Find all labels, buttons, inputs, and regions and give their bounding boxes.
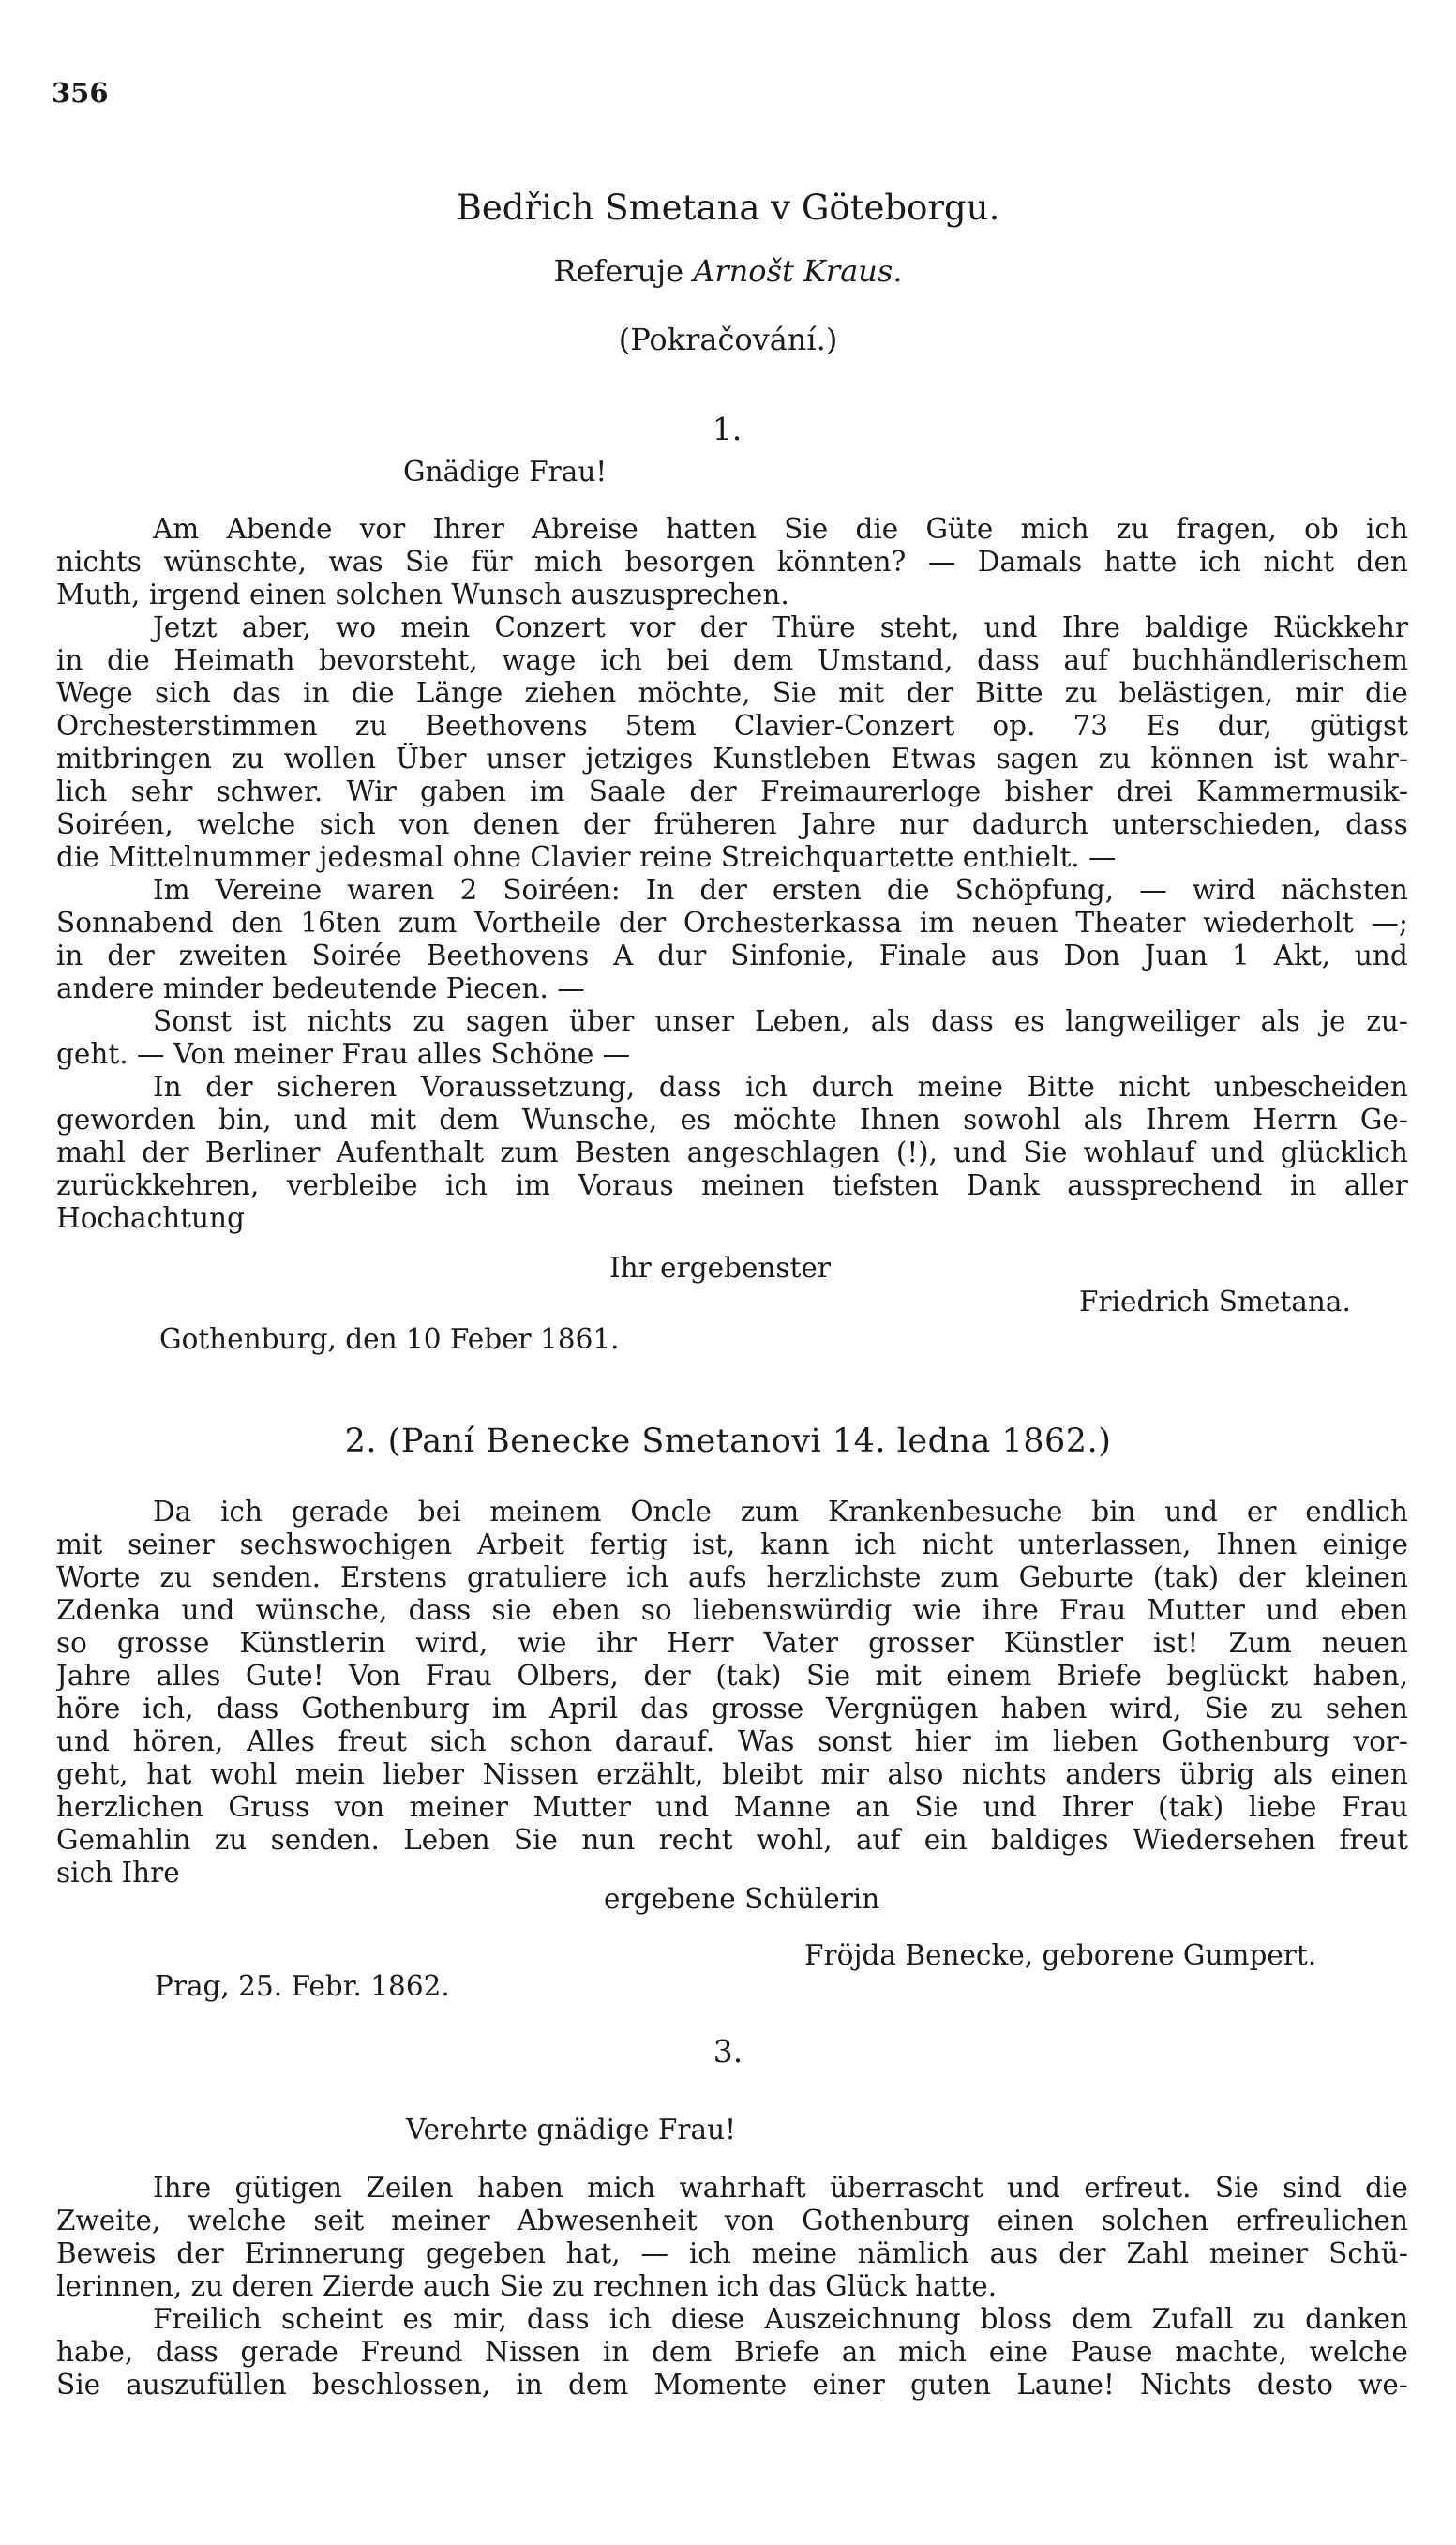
byline-prefix: Referuje	[553, 253, 684, 289]
article-title: Bedřich Smetana v Göteborgu.	[456, 188, 1000, 228]
text-line: Hochachtung	[56, 1202, 245, 1234]
byline	[0, 253, 1456, 289]
text-line: lerinnen, zu deren Zierde auch Sie zu rechnen ich das Glück hatte.	[56, 2270, 998, 2302]
text-line: Worte zu senden. Erstens gratuliere ich aufs herzlichste zum Geburte (tak) der kleinen	[56, 1561, 1408, 1593]
text-line: mit seiner sechswochigen Arbeit fertig ist, kann ich nicht unterlassen, Ihnen einige	[56, 1529, 1408, 1560]
text-line: Wege sich das in die Länge ziehen möchte, Sie mit der Bitte zu belästigen, mir die	[56, 677, 1408, 709]
text-line: sich Ihre	[56, 1857, 180, 1889]
byline-author: Arnošt Kraus.	[693, 253, 903, 289]
text-line: Jahre alles Gute! Von Frau Olbers, der (tak) Sie mit einem Briefe beglückt haben,	[56, 1660, 1408, 1692]
letter-3-number: 3.	[713, 2033, 743, 2070]
text-line: Ihre gütigen Zeilen haben mich wahrhaft überrascht und erfreut. Sie sind die	[153, 2172, 1408, 2204]
text-line: mahl der Berliner Aufenthalt zum Besten angeschlagen (!), und Sie wohlauf und glücklich	[56, 1137, 1408, 1168]
text-line: zurückkehren, verbleibe ich im Voraus meinen tiefsten Dank aussprechend in aller	[56, 1169, 1408, 1201]
letter-2-body	[56, 1496, 1408, 1890]
text-line: lich sehr schwer. Wir gaben im Saale der Freimaurerloge bisher drei Kammermusik-	[56, 776, 1408, 807]
letter-3-salutation: Verehrte gnädige Frau!	[406, 2114, 736, 2146]
letter-2-place-date: Prag, 25. Febr. 1862.	[155, 1970, 450, 2002]
text-line: Zweite, welche seit meiner Abwesenheit von Gothenburg einen solchen erfreulichen	[56, 2205, 1408, 2236]
text-line: Orchesterstimmen zu Beethovens 5tem Clavier-Conzert op. 73 Es dur, gütigst	[56, 710, 1408, 742]
text-line: nichts wünschte, was Sie für mich besorgen könnten? — Damals hatte ich nicht den	[56, 546, 1408, 578]
letter-1-place-date: Gothenburg, den 10 Feber 1861.	[159, 1323, 620, 1355]
text-line: herzlichen Gruss von meiner Mutter und Manne an Sie und Ihrer (tak) liebe Frau	[56, 1791, 1408, 1823]
page-number: 356	[52, 77, 109, 109]
text-line: geworden bin, und mit dem Wunsche, es möchte Ihnen sowohl als Ihrem Herrn Ge-	[56, 1104, 1408, 1136]
text-line: Sonnabend den 16ten zum Vortheile der Orchesterkassa im neuen Theater wiederholt —;	[56, 907, 1408, 939]
text-line: so grosse Künstlerin wird, wie ihr Herr Vater grosser Künstler ist! Zum neuen	[56, 1627, 1408, 1659]
text-line: geht. — Von meiner Frau alles Schöne —	[56, 1038, 631, 1070]
text-line: die Mittelnummer jedesmal ohne Clavier reine Streichquartette enthielt. —	[56, 841, 1117, 873]
text-line: Da ich gerade bei meinem Oncle zum Krankenbesuche bin und er endlich	[153, 1496, 1408, 1528]
text-line: Zdenka und wünsche, dass sie eben so liebenswürdig wie ihre Frau Mutter und eben	[56, 1594, 1408, 1626]
letter-2-signature: Fröjda Benecke, geborene Gumpert.	[804, 1939, 1317, 1971]
text-line: Gemahlin zu senden. Leben Sie nun recht wohl, auf ein baldiges Wiedersehen freut	[56, 1824, 1408, 1856]
text-line: Beweis der Erinnerung gegeben hat, — ich meine nämlich aus der Zahl meiner Schü-	[56, 2237, 1408, 2269]
text-line: Freilich scheint es mir, dass ich diese Auszeichnung bloss dem Zufall zu danken	[153, 2303, 1408, 2335]
text-line: höre ich, dass Gothenburg im April das grosse Vergnügen haben wird, Sie zu sehen	[56, 1693, 1408, 1724]
letter-2-heading: 2. (Paní Benecke Smetanovi 14. ledna 1862.)	[344, 1423, 1112, 1460]
continuation-note: (Pokračování.)	[618, 322, 838, 357]
text-line: Soiréen, welche sich von denen der früheren Jahre nur dadurch unterschieden, dass	[56, 808, 1408, 840]
letter-1-signature: Friedrich Smetana.	[1079, 1286, 1351, 1318]
text-line: Im Vereine waren 2 Soiréen: In der ersten die Schöpfung, — wird nächsten	[153, 874, 1408, 906]
letter-1-body	[56, 513, 1408, 1235]
text-line: Muth, irgend einen solchen Wunsch auszusprechen.	[56, 579, 789, 610]
text-line: in der zweiten Soirée Beethovens A dur Sinfonie, Finale aus Don Juan 1 Akt, und	[56, 940, 1408, 971]
letter-1-number: 1.	[712, 411, 743, 447]
letter-1-closing: Ihr ergebenster	[609, 1252, 831, 1284]
text-line: habe, dass gerade Freund Nissen in dem Briefe an mich eine Pause machte, welche	[56, 2336, 1408, 2368]
text-line: Sonst ist nichts zu sagen über unser Leben, als dass es langweiliger als je zu-	[153, 1005, 1408, 1037]
text-line: geht, hat wohl mein lieber Nissen erzählt, bleibt mir also nichts anders übrig als einen	[56, 1758, 1408, 1790]
text-line: Am Abende vor Ihrer Abreise hatten Sie die Güte mich zu fragen, ob ich	[153, 513, 1408, 545]
text-line: andere minder bedeutende Piecen. —	[56, 972, 585, 1004]
letter-1-salutation: Gnädige Frau!	[403, 456, 608, 488]
text-line: In der sicheren Voraussetzung, dass ich durch meine Bitte nicht unbescheiden	[153, 1071, 1408, 1103]
letter-3-body	[56, 2172, 1408, 2402]
text-line: in die Heimath bevorsteht, wage ich bei dem Umstand, dass auf buchhändlerischem	[56, 644, 1408, 676]
text-line: und hören, Alles freut sich schon darauf. Was sonst hier im lieben Gothenburg vor-	[56, 1725, 1408, 1757]
text-line: Sie auszufüllen beschlossen, in dem Momente einer guten Laune! Nichts desto we-	[56, 2369, 1408, 2401]
text-line: mitbringen zu wollen Über unser jetziges Kunstleben Etwas sagen zu können ist wahr-	[56, 743, 1408, 775]
text-line: Jetzt aber, wo mein Conzert vor der Thüre steht, und Ihre baldige Rückkehr	[153, 611, 1408, 643]
letter-2-closing: ergebene Schülerin	[604, 1883, 880, 1915]
